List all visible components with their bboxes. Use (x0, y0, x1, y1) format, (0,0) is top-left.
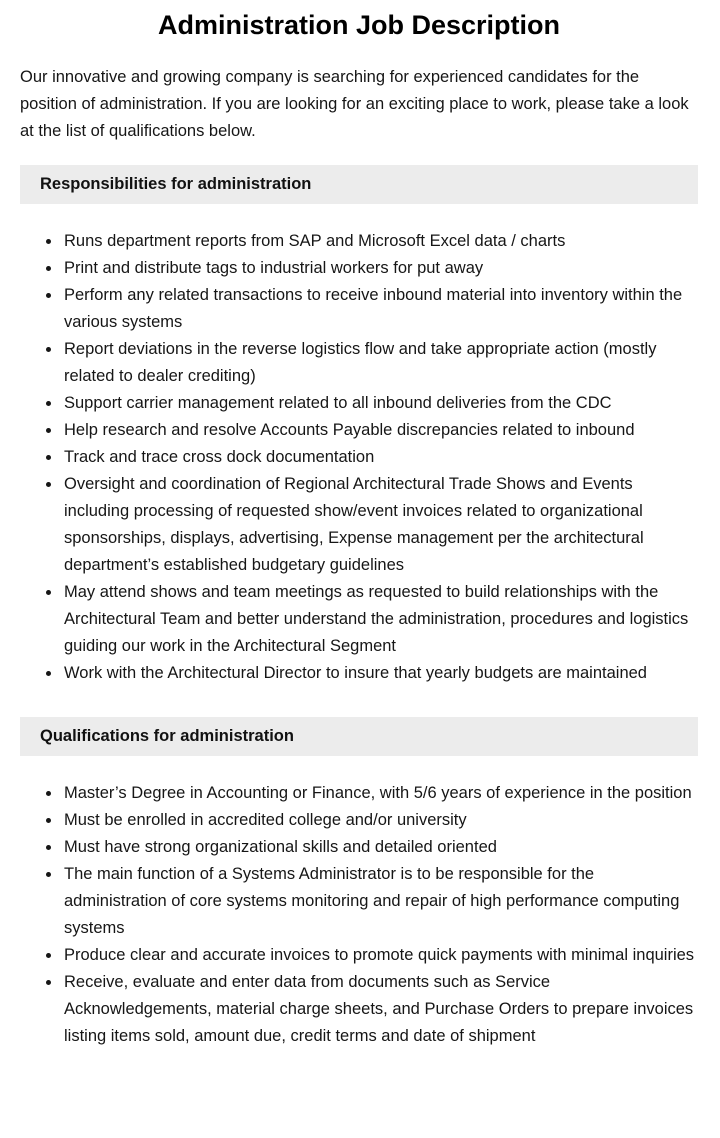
list-item: • Must be enrolled in accredited college and/or university (62, 807, 698, 834)
list-item: • Master’s Degree in Accounting or Finance, with 5/6 years of experience in the position (62, 780, 698, 807)
qualifications-list (20, 780, 698, 1050)
list-item: • Perform any related transactions to receive inbound material into inventory within the various systems (62, 282, 698, 336)
responsibilities-list (20, 228, 698, 687)
section-header-qualifications (20, 717, 698, 756)
section-qualifications (20, 717, 698, 1050)
list-item: • Produce clear and accurate invoices to promote quick payments with minimal inquiries (62, 942, 698, 969)
list-item: • Support carrier management related to all inbound deliveries from the CDC (62, 390, 698, 417)
intro-paragraph: Our innovative and growing company is searching for experienced candidates for the position of administration. If you are looking for an exciting place to work, please take a look at the list of qualifications below. (20, 68, 689, 140)
list-item: • Report deviations in the reverse logistics flow and take appropriate action (mostly related to dealer crediting) (62, 336, 698, 390)
list-item: • Oversight and coordination of Regional Architectural Trade Shows and Events including processing of requested show/event invoices related to organizational sponsorships, displays, advertising, Expense management per the architectural department’s established budgetary guidelines (62, 471, 698, 579)
list-item: • Print and distribute tags to industrial workers for put away (62, 255, 698, 282)
page-title: Administration Job Description (157, 10, 561, 40)
list-item: • Work with the Architectural Director to insure that yearly budgets are maintained (62, 660, 698, 687)
list-item: • May attend shows and team meetings as requested to build relationships with the Architectural Team and better understand the administration, procedures and logistics guiding our work in the Architectural Segment (62, 579, 698, 660)
section-responsibilities (20, 165, 698, 687)
list-item: • Must have strong organizational skills and detailed oriented (62, 834, 698, 861)
list-item: • The main function of a Systems Administrator is to be responsible for the administration of core systems monitoring and repair of high performance computing systems (62, 861, 698, 942)
list-item: • Track and trace cross dock documentation (62, 444, 698, 471)
list-item: • Runs department reports from SAP and Microsoft Excel data / charts (62, 228, 698, 255)
section-heading-text: Responsibilities for administration (40, 175, 312, 193)
section-header-responsibilities (20, 165, 698, 204)
section-heading-text: Qualifications for administration (40, 727, 294, 745)
list-item: • Receive, evaluate and enter data from documents such as Service Acknowledgements, material charge sheets, and Purchase Orders to prepare invoices listing items sold, amount due, credit terms and date of shipment (62, 969, 698, 1050)
list-item: • Help research and resolve Accounts Payable discrepancies related to inbound (62, 417, 698, 444)
